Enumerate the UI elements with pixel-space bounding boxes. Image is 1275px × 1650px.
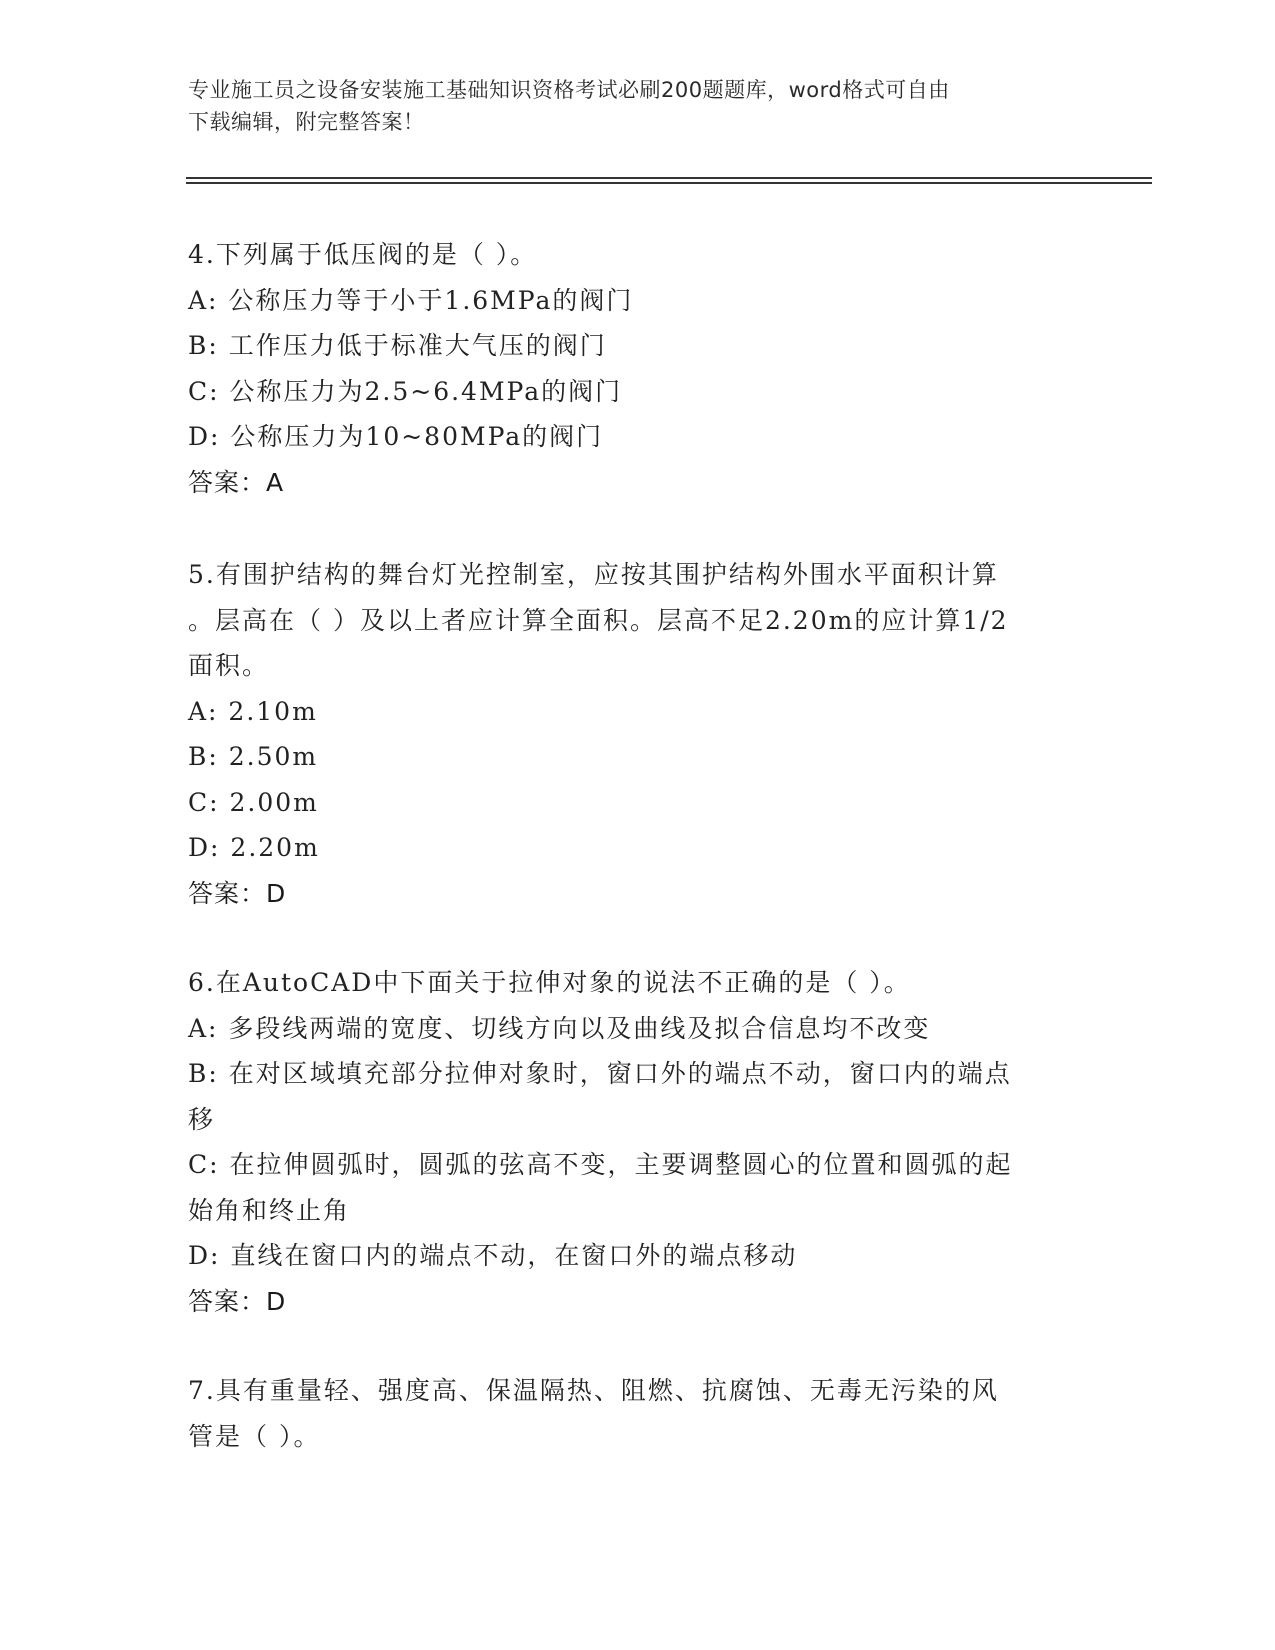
answer-label: 答案：A bbox=[188, 467, 285, 497]
option-b-continued: 移 bbox=[188, 1104, 216, 1134]
option-a: A: 公称压力等于小于1.6MPa的阀门 bbox=[188, 285, 634, 315]
option-c-continued: 始角和终止角 bbox=[188, 1195, 351, 1225]
document-header bbox=[188, 74, 1068, 138]
question-stem: 5.有围护结构的舞台灯光控制室，应按其围护结构外围水平面积计算 bbox=[188, 560, 999, 589]
header-line-1: 专业施工员之设备安装施工基础知识资格考试必刷200题题库，word格式可自由 bbox=[188, 78, 950, 102]
option-a: A: 多段线两端的宽度、切线方向以及曲线及拟合信息均不改变 bbox=[188, 1013, 931, 1043]
question-stem: 6.在AutoCAD中下面关于拉伸对象的说法不正确的是（ ）。 bbox=[188, 968, 911, 997]
option-a: A: 2.10m bbox=[188, 696, 318, 726]
question-stem: 。层高在（ ）及以上者应计算全面积。层高不足2.20m的应计算1/2 bbox=[188, 605, 1009, 635]
option-b: B: 在对区域填充部分拉伸对象时，窗口外的端点不动，窗口内的端点 bbox=[188, 1059, 1012, 1088]
question-7 bbox=[188, 1368, 1078, 1459]
question-6 bbox=[188, 960, 1078, 1324]
answer-label: 答案：D bbox=[188, 1286, 287, 1316]
option-b: B: 工作压力低于标准大气压的阀门 bbox=[188, 331, 607, 360]
answer-label: 答案：D bbox=[188, 878, 287, 908]
option-d: D: 公称压力为10~80MPa的阀门 bbox=[188, 422, 604, 451]
header-line-2: 下载编辑，附完整答案！ bbox=[188, 110, 425, 134]
option-c: C: 2.00m bbox=[188, 787, 319, 817]
option-c: C: 公称压力为2.5~6.4MPa的阀门 bbox=[188, 376, 623, 406]
question-stem: 面积。 bbox=[188, 651, 270, 680]
question-stem: 管是（ ）。 bbox=[188, 1421, 321, 1451]
question-4 bbox=[188, 232, 1078, 505]
header-divider-bottom bbox=[186, 182, 1152, 184]
question-5 bbox=[188, 552, 1078, 916]
header-divider-top bbox=[186, 177, 1152, 179]
question-stem: 7.具有重量轻、强度高、保温隔热、阻燃、抗腐蚀、无毒无污染的风 bbox=[188, 1376, 999, 1405]
option-b: B: 2.50m bbox=[188, 742, 319, 771]
option-c: C: 在拉伸圆弧时，圆弧的弦高不变，主要调整圆心的位置和圆弧的起 bbox=[188, 1150, 1013, 1179]
option-d: D: 直线在窗口内的端点不动，在窗口外的端点移动 bbox=[188, 1241, 798, 1270]
option-d: D: 2.20m bbox=[188, 833, 320, 862]
question-stem: 4.下列属于低压阀的是（ ）。 bbox=[188, 240, 538, 269]
